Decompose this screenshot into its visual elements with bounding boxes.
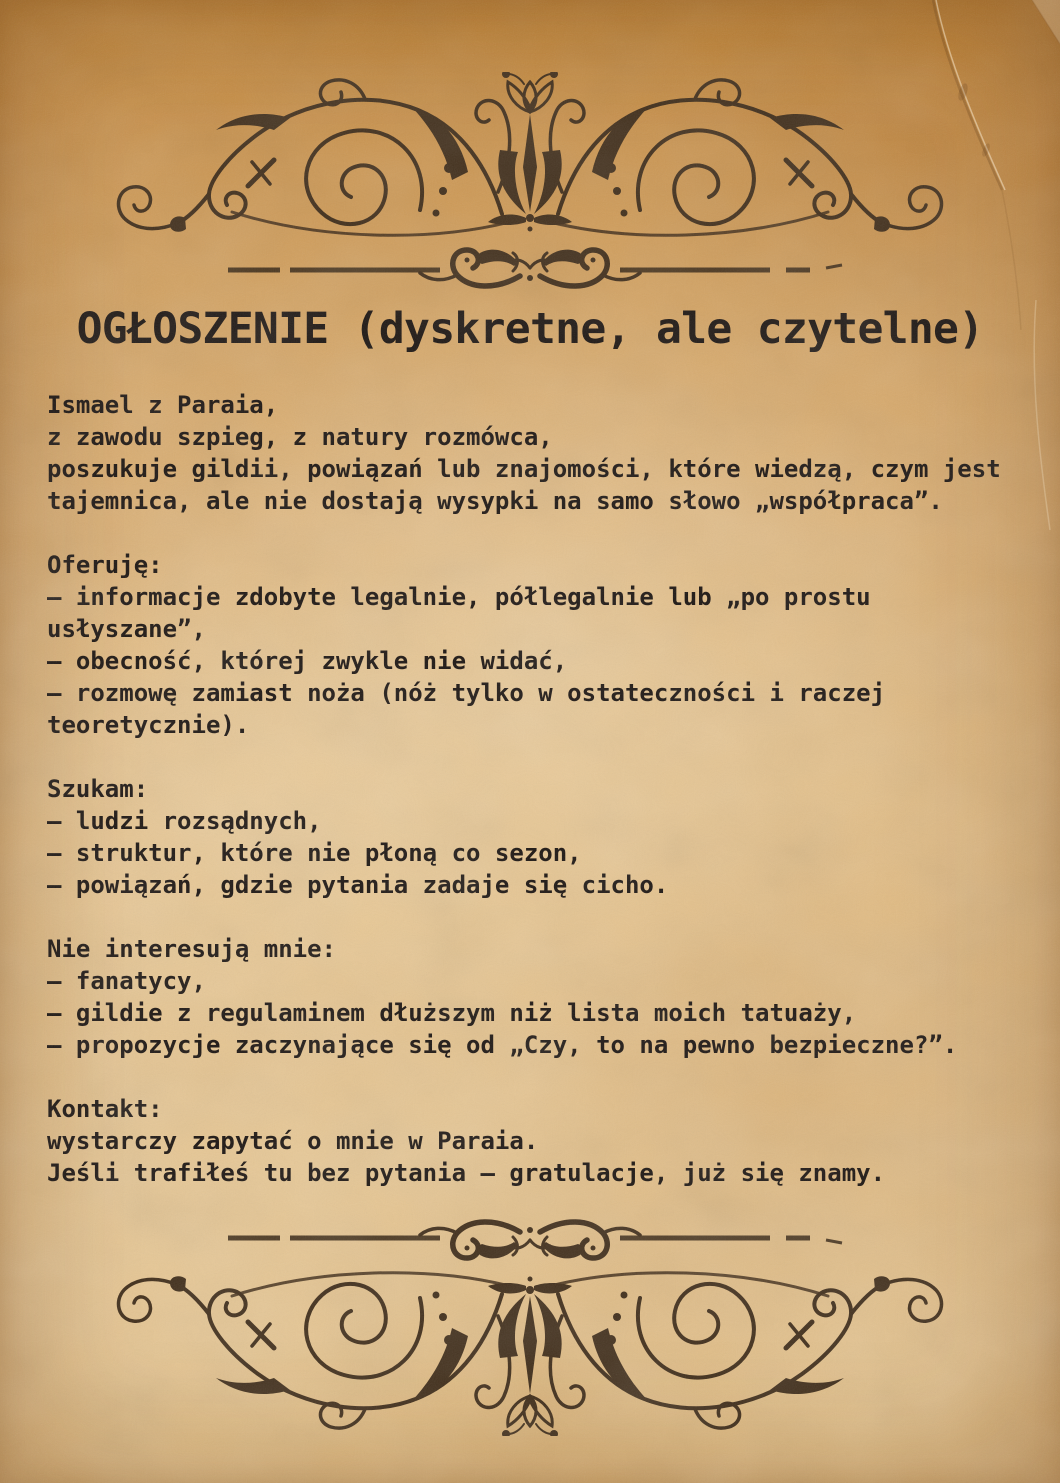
- announcement-body: [47, 389, 1019, 1189]
- section-item: – powiązań, gdzie pytania zadaje się cicho.: [47, 871, 669, 899]
- section-szukam: [47, 773, 1019, 901]
- section-heading: Kontakt:: [47, 1095, 163, 1123]
- page-title: OGŁOSZENIE (dyskretne, ale czytelne): [76, 304, 984, 354]
- top-flourish-ornament: [110, 72, 950, 292]
- section-heading: Nie interesują mnie:: [47, 935, 336, 963]
- section-item: – obecność, której zwykle nie widać,: [47, 647, 568, 675]
- section-item: – fanatycy,: [47, 967, 206, 995]
- intro-line: poszukuje gildii, powiązań lub znajomości, które wiedzą, czym jest tajemnica, ale nie dostają wysypki na samo słowo „współpraca”.: [47, 455, 1001, 515]
- section-kontakt: [47, 1093, 1019, 1189]
- section-item: wystarczy zapytać o mnie w Paraia.: [47, 1127, 539, 1155]
- section-item: – gildie z regulaminem dłuższym niż lista moich tatuaży,: [47, 999, 857, 1027]
- section-item: – rozmowę zamiast noża (nóż tylko w ostateczności i raczej teoretycznie).: [47, 679, 886, 739]
- section-item: Jeśli trafiłeś tu bez pytania — gratulacje, już się znamy.: [47, 1159, 886, 1187]
- section-item: – struktur, które nie płoną co sezon,: [47, 839, 582, 867]
- intro-paragraph: [47, 389, 1019, 517]
- section-item: – propozycje zaczynające się od „Czy, to na pewno bezpieczne?”.: [47, 1031, 958, 1059]
- intro-line: Ismael z Paraia,: [47, 391, 279, 419]
- section-oferuje: [47, 549, 1019, 741]
- bottom-flourish-ornament: [110, 1216, 950, 1436]
- section-heading: Szukam:: [47, 775, 149, 803]
- section-item: – informacje zdobyte legalnie, półlegalnie lub „po prostu usłyszane”,: [47, 583, 871, 643]
- section-heading: Oferuję:: [47, 551, 163, 579]
- section-item: – ludzi rozsądnych,: [47, 807, 322, 835]
- intro-line: z zawodu szpieg, z natury rozmówca,: [47, 423, 553, 451]
- section-nie-interesuja: [47, 933, 1019, 1061]
